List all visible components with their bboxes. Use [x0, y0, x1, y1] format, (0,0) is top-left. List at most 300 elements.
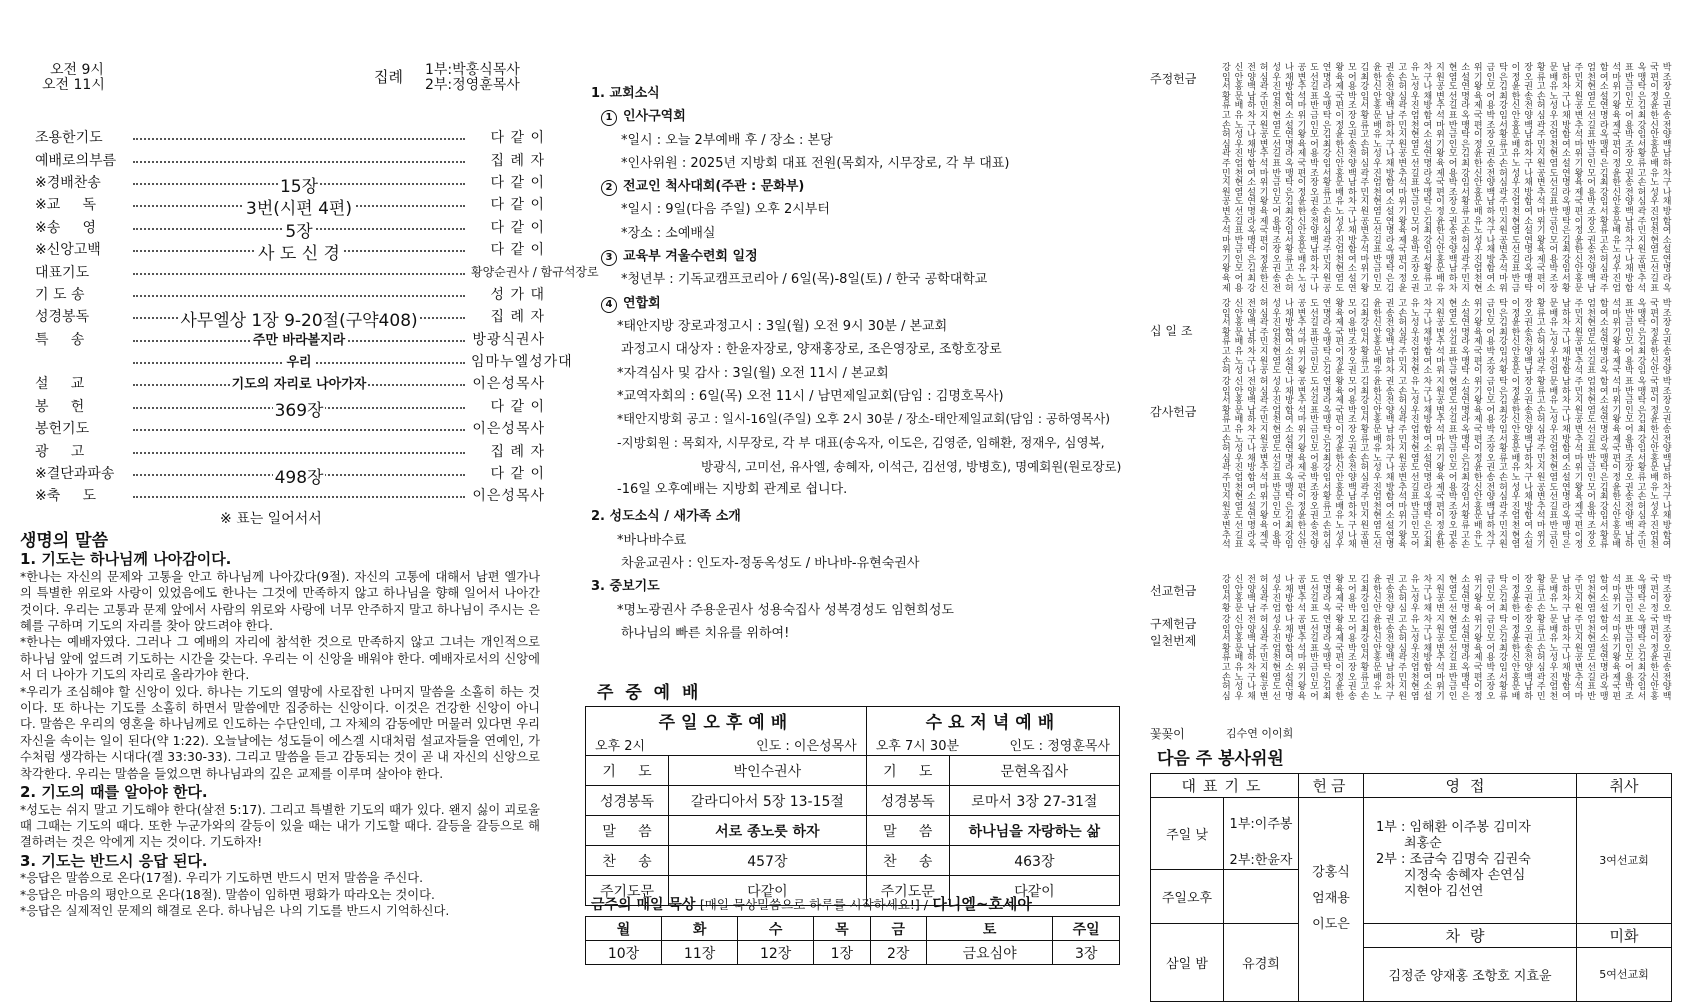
wednesday-time: 오후 7시 30분	[875, 739, 960, 754]
tithe-names-grid	[1222, 300, 1672, 375]
decorative-name-column: 옥 맹 탁 은 김 최 강 임 서	[1637, 615, 1647, 702]
decorative-name-column: 지 원 공 변	[1436, 575, 1445, 614]
offering-label: 선교헌금	[1150, 584, 1197, 598]
servers-title: 다음 주 봉사위원	[1157, 749, 1284, 769]
prayer-wednesday: 유경희	[1224, 923, 1299, 1001]
worship-order-label: 설 교	[35, 376, 85, 393]
decorative-name-column: 위 기 왕 육 제 국 편 이 정 윤 한 신 안 홍 문 배 유 노	[1473, 377, 1483, 551]
standing-note: ※ 표는 일어서서	[220, 511, 322, 527]
sermon-point-heading: 1. 기도는 하나님께 나아감이다.	[20, 550, 232, 569]
decorative-name-column: 탁 은 김 최	[1499, 575, 1508, 614]
decorative-name-column: 소 설 연 명 라 옥 맹 탁 은	[1461, 615, 1470, 702]
dotted-leader	[133, 138, 465, 140]
presider-2: 2부:정영훈목사	[425, 77, 520, 93]
wednesday-pm-info	[866, 734, 1119, 756]
decorative-name-column: 표 반 금 인 모 어 용 박 조 장 오 권 송 전 양 백 남 하	[1625, 377, 1634, 551]
decorative-name-column: 성 우 진 엄 천 현 염 도 선	[1272, 615, 1282, 702]
decorative-name-column: 성 우 진 엄 천 현 염 도 선 길 표 반 금 인 모 어 용 박 조 장 오 권 송 전	[1272, 63, 1282, 294]
decorative-name-column: 남 하 차 구 나 채 방 함 여 소 설 연 명 라 옥 맹 탁 은	[1562, 377, 1571, 551]
decorative-name-column: 신 안 홍 문	[1234, 575, 1244, 614]
decorative-name-column: 주 민 지 원	[1574, 575, 1584, 614]
worship-order-row	[35, 305, 545, 332]
prayer-second: 2부:한윤자	[1224, 848, 1299, 870]
worship-order-leader: 임마누엘성가대	[471, 354, 573, 371]
dotted-leader	[133, 199, 465, 220]
weekly-cell-wed: 문현옥집사	[949, 756, 1119, 786]
weekly-cell-sun: 457장	[669, 846, 867, 876]
header-beauty: 미화	[1577, 923, 1672, 947]
weekly-cell-label2: 말 씀	[866, 816, 949, 846]
decorative-name-column: 모 어 용 박 조 장 오 권	[1347, 299, 1357, 377]
notice-line: *교역자회의 : 6일(목) 오전 11시 / 남면제일교회(담임 : 김명호목사)	[617, 388, 1004, 404]
worship-order-leader: 황양순권사 / 함규석장로	[471, 265, 599, 280]
decorative-name-column: 국 편 이 정 윤 한 신 안 홍 문 배 유 노 성 우 진 엄 천 현 염 도 선 길 표	[1650, 63, 1659, 294]
decorative-name-column: 위 기 왕 육 제 국 편 이 정 윤 한 신 안 홍 문 배 유 노 성 우 진 엄 천 현	[1473, 63, 1483, 294]
daily-day: 주일	[1053, 917, 1120, 941]
decorative-name-column: 차 구 나 채 방 함 여 소 설	[1423, 615, 1433, 702]
weekly-cell-label: 찬 송	[586, 846, 669, 876]
daily-chapter: 10장	[586, 941, 662, 965]
decorative-name-column: 표 반 금 인 모 어 용 박	[1625, 299, 1634, 377]
daily-chapter: 1장	[814, 941, 870, 965]
decorative-name-column: 신 안 홍 문 배 유 노 성 우	[1234, 615, 1244, 702]
weekly-cell-label: 성경봉독	[586, 786, 669, 816]
header-offering: 헌금	[1299, 774, 1364, 798]
decorative-name-column: 엄 천 현 염 도 선 길 표 반 금 인 모 어 용 박 조 장 오 권 송 전 양 백 남	[1587, 63, 1596, 294]
decorative-name-column: 국 편 이 정	[1650, 575, 1659, 614]
decorative-name-column: 옥 맹 탁 은 김 최 강 임	[1637, 299, 1647, 377]
weekly-worship-title: 주 중 예 배	[597, 683, 702, 703]
decorative-name-column: 이 정 윤 한 신 안 홍 문	[1511, 299, 1521, 377]
decorative-name-column: 현 염 도 선 길 표 반 금 인	[1448, 615, 1458, 702]
worship-order-row	[35, 372, 545, 394]
decorative-name-column: 유 노 성 우 진 엄 천 현 염	[1410, 615, 1420, 702]
daily-meditation-table	[585, 916, 1120, 965]
offering-label: 십 일 조	[1150, 324, 1193, 338]
daily-day: 수	[738, 917, 814, 941]
notice-heading-2: 2. 성도소식 / 새가족 소개	[591, 509, 741, 525]
decorative-name-column: 도 선 길 표 반 금 인 모 어 용 박 조 장 오 권 송 전 양	[1310, 377, 1319, 551]
decorative-name-column: 연 명 라 옥 맹 탁 은 김	[1322, 299, 1332, 377]
decorative-name-column: 공 변 추 석	[1297, 575, 1307, 614]
decorative-name-column: 나 채 방 함 여 소 설 연	[1284, 299, 1294, 377]
dotted-leader	[133, 452, 465, 454]
decorative-name-column: 소 설 연 명 라 옥 맹 탁 은 김 최 강 임 서 황 류 고 손 허 심 곽 주 민 지	[1461, 63, 1470, 294]
decorative-name-column: 함 여 소 설 연 명 라 옥	[1599, 299, 1609, 377]
decorative-name-column: 현 염 도 선 길 표 반 금 인 모 어 용 박 조 장 오 권 송 전 양 백 남 하 차	[1448, 63, 1458, 294]
worship-order-row	[35, 439, 545, 461]
weekly-cell-label2: 성경봉독	[866, 786, 949, 816]
decorative-name-column: 탁 은 김 최 강 임 서 황	[1499, 299, 1508, 377]
decorative-name-column: 왕 육 제 국 편 이 정 윤 한 신 안 홍 문 배 유 노 성 우	[1335, 377, 1345, 551]
decorative-name-column: 장 오 권 송	[1524, 575, 1533, 614]
sermon-body	[20, 551, 540, 919]
notice-sub-1: 인사구역회	[623, 109, 686, 125]
circled-3-icon: 3	[601, 250, 617, 266]
decorative-name-column: 석 마 위 기 왕 육 제 국 편 이 정 윤 한 신 안 홍 문 배	[1612, 377, 1622, 551]
decorative-name-column: 문 배 유 노 성 우 진 엄 천	[1549, 615, 1559, 702]
decorative-name-column: 유 노 성 우 진 엄 천 현 염 도 선 길 표 반 금 인 모 어 용 박 조 장 오 권	[1410, 63, 1420, 294]
decorative-name-column: 장 오 권 송 전 양 백 남 하 차 구 나 채 방 함 여 소 설	[1524, 377, 1533, 551]
decorative-name-column: 허 심 곽 주	[1259, 575, 1269, 614]
decorative-name-column: 허 심 곽 주 민 지 원 공 변 추 석 마 위 기 왕 육 제 국	[1259, 377, 1269, 551]
worship-order-label: 봉 헌	[35, 398, 85, 415]
decorative-name-column: 탁 은 김 최 강 임 서 황 류 고 손 허 심 곽 주 민 지 원	[1499, 377, 1508, 551]
decorative-name-column: 연 명 라 옥 맹 탁 은 김 최 강 임 서 황 류 고 손 허 심 곽 주 민 지 원 공	[1322, 63, 1332, 294]
decorative-name-column: 주 민 지 원 공 변 추 석 마 위 기 왕 육 제 국 편 이 정 윤 한 신 안 홍 문	[1574, 63, 1584, 294]
worship-order-row	[35, 216, 545, 242]
decorative-name-column: 옥 맹 탁 은	[1637, 575, 1647, 614]
weekly-cell-label2: 찬 송	[866, 846, 949, 876]
worship-order-leader: 다 같 이	[490, 466, 545, 483]
decorative-name-column: 왕 육 제 국 편 이 정 윤	[1335, 299, 1345, 377]
decorative-name-column: 성 우 진 엄 천 현 염 도 선 길 표 반 금 인 모 어 용 박	[1272, 377, 1282, 551]
worship-order-leader: 다 같 이	[490, 174, 545, 191]
decorative-name-column: 현 염 도 선 길 표 반 금 인 모 어 용 박 조 장 오 권 송	[1448, 377, 1458, 551]
decorative-name-column: 권 송 전 양 백 남 하 차 구	[1385, 615, 1395, 702]
decorative-name-column: 도 선 길 표 반 금 인 모 어 용 박 조 장 오 권 송 전 양 백 남 하 차 구 나	[1310, 63, 1319, 294]
circled-4-icon: 4	[601, 297, 617, 313]
decorative-name-column: 성 우 진 엄	[1272, 575, 1282, 614]
notice-line: -16일 오후예배는 지방회 관계로 쉽니다.	[617, 482, 848, 498]
worship-order-leader: 이은성목사	[472, 376, 545, 393]
worship-order-label: ※신앙고백	[35, 242, 101, 259]
weekly-row	[586, 786, 1120, 816]
decorative-name-column: 석 마 위 기 왕 육 제 국 편 이 정 윤 한 신 안 홍 문 배 유 노 성 우 진 엄	[1612, 63, 1622, 294]
decorative-name-column: 지 원 공 변 추 석 마 위 기 왕 육 제 국 편 이 정 윤 한 신 안 홍 문 배 유	[1436, 63, 1445, 294]
weekly-cell-sun: 서로 종노릇 하자	[669, 816, 867, 846]
decorative-name-column: 고 손 허 심 곽 주 민 지 원	[1398, 615, 1408, 702]
sermon-paragraph: *한나는 예배자였다. 그러나 그 예배의 자리에 참석한 것으로 만족하지 않고 그녀는 개인적으로 하나님 앞에 엎드려 기도하는 시간을 갖는다. 우리는 이 신앙을 배워야 한다. 예배자로서의 신앙에서 더 나아가 기도의 자리로 올라가야 한다.	[20, 635, 540, 683]
decorative-name-column: 소 설 연 명 라 옥 맹 탁	[1461, 299, 1470, 377]
decorative-name-column: 엄 천 현 염	[1587, 575, 1596, 614]
decorative-name-column: 문 배 유 노 성 우 진 엄 천 현 염 도 선 길 표 반 금 인 모 어 용 박 조 장	[1549, 63, 1559, 294]
dotted-leader	[133, 400, 465, 421]
worship-order-content: 우리	[286, 355, 312, 371]
welcome-line: 최홍순	[1404, 836, 1442, 852]
church-notices	[591, 82, 1131, 645]
decorative-name-column: 윤 한 신 안 홍 문 배 유 노 성 우 진 엄 천 현 염 도 선 길 표 반 금 인 모	[1373, 63, 1382, 294]
offering-label: 감사헌금	[1150, 405, 1197, 419]
offering-label: 주정헌금	[1150, 72, 1197, 86]
decorative-name-column: 주 민 지 원 공 변 추 석 마	[1574, 615, 1584, 702]
decorative-name-column: 현 염 도 선 길 표 반 금	[1448, 299, 1458, 377]
weekly-row	[586, 756, 1120, 786]
decorative-name-column: 함 여 소 설 연 명 라 옥 맹	[1599, 615, 1609, 702]
sunday-pm-title: 주일오후예배	[586, 707, 867, 735]
decorative-name-column: 고 손 허 심	[1398, 575, 1408, 614]
decorative-name-column: 모 어 용 박 조 장 오 권 송 전 양 백 남 하 차 구 나 채 방 함 여 소 설 연	[1347, 63, 1357, 294]
decorative-name-column: 허 심 곽 주 민 지 원 공	[1259, 299, 1269, 377]
decorative-name-column: 유 노 성 우 진 엄 천 현 염 도 선 길 표 반 금 인 모 어	[1410, 377, 1420, 551]
decorative-name-column: 윤 한 신 안 홍 문 배 유 노	[1373, 615, 1382, 702]
daily-day: 금	[870, 917, 926, 941]
decorative-name-column: 고 손 허 심 곽 주 민 지 원 공 변 추 석 마 위 기 왕 육	[1398, 377, 1408, 551]
worship-order-row	[35, 328, 545, 350]
decorative-name-column: 남 하 차 구 나 채 방 함	[1562, 299, 1571, 377]
worship-order-content: 369장	[274, 400, 324, 421]
worship-order-label: 봉헌기도	[35, 421, 90, 438]
decorative-name-column: 위 기 왕 육 제 국 편 이	[1473, 299, 1483, 377]
worship-order-label: ※경배찬송	[35, 174, 101, 191]
dotted-leader	[133, 244, 465, 265]
decorative-name-column: 박 조 장 오 권 송 전 양 백 남 하 차 구 나 채 방 함 여	[1662, 377, 1672, 551]
daily-chapter: 11장	[662, 941, 738, 965]
weekly-cell-sun: 갈라디아서 5장 13-15절	[669, 786, 867, 816]
worship-order-leader: 다 같 이	[490, 242, 545, 259]
worship-order-leader: 다 같 이	[490, 398, 545, 415]
decorative-name-column: 함 여 소 설 연 명 라 옥 맹 탁 은 김 최 강 임 서 황 류 고 손 허 심 곽 주	[1599, 63, 1609, 294]
decorative-name-column: 강 임 서 황 류 고 손 허 심	[1222, 615, 1231, 702]
decorative-name-column: 강 임 서 황 류 고 손 허 심 곽 주 민 지 원 공 변 추 석	[1222, 377, 1231, 551]
weekly-cell-label2: 기 도	[866, 756, 949, 786]
decorative-name-column: 강 임 서 황	[1222, 575, 1231, 614]
decorative-name-column: 왕 육 제 국 편 이 정 윤 한 신 안 홍 문 배 유 노 성 우 진 엄 천 현 염 도	[1335, 63, 1345, 294]
decorative-name-column: 나 채 방 함 여 소 설 연 명 라 옥 맹 탁 은 김 최 강 임	[1284, 377, 1294, 551]
decorative-name-column: 표 반 금 인 모 어 용 박 조	[1625, 615, 1634, 702]
notice-line: *태안지방 장로과정고시 : 3일(월) 오전 9시 30분 / 본교회	[617, 318, 948, 334]
decorative-name-column: 김 최 강 임 서 황 류 고 손 허 심 곽 주 민 지 원 공 변 추 석 마 위 기 왕	[1360, 63, 1370, 294]
notice-line: 과정고시 대상자 : 한윤자장로, 양재홍장로, 조은영장로, 조항호장로	[621, 342, 1002, 358]
welcome-line: 지정숙 송혜자 손연심	[1404, 868, 1526, 884]
decorative-name-column: 신 안 홍 문 배 유 노 성	[1234, 299, 1244, 377]
dotted-leader	[133, 176, 465, 197]
worship-order-label: ※송 영	[35, 219, 97, 236]
decorative-name-column: 국 편 이 정 윤 한 신 안 홍	[1650, 615, 1659, 702]
decorative-name-column: 허 심 곽 주 민 지 원 공 변	[1259, 615, 1269, 702]
sermon-paragraph: *응답은 실제적인 문제의 해결로 온다. 하나님은 나의 기도를 반드시 기억하신다.	[20, 903, 450, 918]
worship-order-content: 주만 바라볼지라	[252, 332, 346, 348]
decorative-name-column: 석 마 위 기	[1612, 575, 1622, 614]
welcome-names	[1364, 798, 1577, 924]
decorative-name-column: 도 선 길 표 반 금 인 모	[1310, 299, 1319, 377]
notice-line: 방광식, 고미선, 유사엘, 송혜자, 이석근, 김선영, 방병호), 명예회원(원로장로)	[701, 458, 1122, 474]
notice-line: *일시 : 9일(다음 주일) 오후 2시부터	[621, 202, 830, 218]
flower-names: 김수연 이이희	[1226, 727, 1294, 740]
offering-names-grid	[1222, 64, 1672, 296]
decorative-name-column: 전 양 백 남 하 차 구 나	[1247, 299, 1256, 377]
decorative-name-column: 성 우 진 엄 천 현 염 도	[1272, 299, 1282, 377]
notice-line: *일시 : 오늘 2부예배 후 / 장소 : 본당	[621, 132, 833, 148]
decorative-name-column: 황 류 고 손 허 심 곽 주 민 지 원 공 변 추 석 마 위 기 왕 육 제 국 편 이	[1536, 63, 1546, 294]
decorative-name-column: 도 선 길 표	[1310, 575, 1319, 614]
weekly-cell-label: 말 씀	[586, 816, 669, 846]
decorative-name-column: 소 설 연 명 라 옥 맹 탁 은 김 최 강 임 서 황 류 고 손	[1461, 377, 1470, 551]
decorative-name-column: 차 구 나 채 방 함 여 소 설 연 명 라 옥 맹 탁 은 김 최 강 임 서 황 류 고	[1423, 63, 1433, 294]
decorative-name-column: 신 안 홍 문 배 유 노 성 우 진 엄 천 현 염 도 선 길 표	[1234, 377, 1244, 551]
decorative-name-column: 왕 육 제 국 편 이 정 윤 한	[1335, 615, 1345, 702]
notice-line: 하나님의 빠른 치유를 위하여!	[621, 625, 790, 641]
decorative-name-column: 윤 한 신 안 홍 문 배 유	[1373, 299, 1382, 377]
worship-order-row	[35, 126, 545, 148]
decorative-name-column: 김 최 강 임 서 황 류 고	[1360, 299, 1370, 377]
decorative-name-column: 장 오 권 송 전 양 백 남 하 차 구 나 채 방 함 여 소 설 연 명 라 옥 맹 탁	[1524, 63, 1533, 294]
decorative-name-column: 황 류 고 손 허 심 곽 주 민 지 원 공 변 추 석 마 위 기	[1536, 377, 1546, 551]
sermon-paragraph: *응답은 마음의 평안으로 온다(18절). 말씀이 임하면 평화가 따라오는 것이다.	[20, 887, 435, 902]
decorative-name-column: 권 송 전 양 백 남 하 차 구 나 채 방 함 여 소 설 연 명	[1385, 377, 1395, 551]
offering-names	[1299, 798, 1364, 1002]
worship-order-leader: 성 가 대	[490, 286, 545, 303]
worship-order-leader: 방광식권사	[472, 331, 545, 348]
daily-chapter: 2장	[870, 941, 926, 965]
time-11am: 오전 11시	[42, 77, 105, 93]
decorative-name-column: 차 구 나 채 방 함 여 소 설 연 명 라 옥 맹 탁 은 김 최	[1423, 377, 1433, 551]
notice-line: *장소 : 소예배실	[621, 225, 716, 241]
header-cook: 취사	[1577, 774, 1672, 798]
decorative-name-column: 나 채 방 함 여 소 설 연 명	[1284, 615, 1294, 702]
welcome-line: 지현아 김선연	[1404, 884, 1484, 900]
decorative-name-column: 문 배 유 노 성 우 진 엄	[1549, 299, 1559, 377]
decorative-name-column: 전 양 백 남 하 차 구 나 채	[1247, 615, 1256, 702]
sunday-time: 오후 2시	[595, 739, 646, 754]
worship-order-content: 기도의 자리로 나아가자	[231, 377, 367, 393]
time-9am: 오전 9시	[50, 62, 104, 78]
decorative-name-column: 금 인 모 어 용 박 조 장	[1486, 299, 1496, 377]
header-car: 차량	[1364, 923, 1577, 947]
notice-line: *명노광권사 주용운권사 성용숙집사 성복경성도 임현희성도	[617, 602, 954, 618]
header-welcome: 영접	[1364, 774, 1577, 798]
worship-order-content: 15장	[279, 176, 319, 197]
notice-line: *자격심사 및 감사 : 3일(월) 오전 11시 / 본교회	[617, 365, 889, 381]
worship-order-row	[35, 350, 573, 372]
decorative-name-column: 문 배 유 노	[1549, 575, 1559, 614]
worship-order-label: 대표기도	[35, 264, 90, 281]
decorative-name-column: 허 심 곽 주 민 지 원 공 변 추 석 마 위 기 왕 육 제 국 편 이 정 윤 한 신	[1259, 63, 1269, 294]
decorative-name-column: 강 임 서 황 류 고 손 허	[1222, 299, 1231, 377]
welcome-line: 1부 : 임해환 이주봉 김미자	[1376, 820, 1531, 836]
beauty-team: 5여선교회	[1577, 947, 1672, 1001]
decorative-name-column: 황 류 고 손 허 심 곽 주 민	[1536, 615, 1546, 702]
row-sunday-pm: 주일오후	[1151, 869, 1224, 923]
decorative-name-column: 옥 맹 탁 은 김 최 강 임 서 황 류 고 손 허 심 곽 주 민 지 원 공 변 추 석	[1637, 63, 1647, 294]
decorative-name-column: 남 하 차 구	[1562, 575, 1571, 614]
worship-order-leader: 다 같 이	[490, 130, 545, 147]
dotted-leader	[133, 161, 465, 163]
worship-order-row	[35, 283, 545, 305]
sermon-title: 생명의 말씀	[20, 531, 109, 551]
weekly-cell-label: 기 도	[586, 756, 669, 786]
decorative-name-column: 전 양 백 남 하 차 구 나 채 방 함 여 소 설 연 명 라 옥 맹 탁 은 김 최 강	[1247, 63, 1256, 294]
notice-line: *태안지방회 공고 : 일시-16일(주일) 오후 2시 30분 / 장소-태안제일교회(담임 : 공하영목사)	[617, 412, 1111, 427]
notice-sub-2: 전교인 척사대회(주관 : 문화부)	[623, 179, 805, 195]
dotted-leader	[133, 273, 465, 275]
decorative-name-column: 박 조 장 오 권 송 전 양	[1662, 299, 1672, 377]
worship-order-row	[35, 148, 545, 170]
weekly-cell-wed: 로마서 3장 27-31절	[949, 786, 1119, 816]
sermon-paragraph: *성도는 쉬지 말고 기도해야 한다(살전 5:17). 그리고 특별한 기도의 때가 있다. 왠지 싫이 괴로울 때 그때는 기도의 때다. 또한 누군가와의 갈등이 있을 때는 내가 기도할 때다. 갈등을 갈등으로 해결하려는 것은 악에게 지는 것이다. 기도하자!	[20, 802, 540, 850]
decorative-name-column: 윤 한 신 안	[1373, 575, 1382, 614]
decorative-name-column: 공 변 추 석 마 위 기 왕 육 제 국 편 이 정 윤 한 신 안	[1297, 377, 1307, 551]
weekly-cell-sun: 다같이	[669, 876, 867, 906]
decorative-name-column: 금 인 모 어 용 박 조 장 오 권 송 전 양 백 남 하 차 구 나 채 방 함 여 소	[1486, 63, 1496, 294]
decorative-name-column: 문 배 유 노 성 우 진 엄 천 현 염 도 선 길 표 반 금 인	[1549, 377, 1559, 551]
sermon-point-heading: 3. 기도는 반드시 응답 된다.	[20, 851, 208, 870]
decorative-name-column: 엄 천 현 염 도 선 길 표 반	[1587, 615, 1596, 702]
decorative-name-column: 황 류 고 손	[1536, 575, 1546, 614]
sunday-leader: 인도 : 이은성목사	[756, 739, 857, 754]
wednesday-leader: 인도 : 정영훈목사	[1009, 739, 1110, 754]
dotted-leader	[133, 429, 465, 431]
dotted-leader	[133, 355, 465, 371]
offering-name: 엄재용	[1312, 891, 1350, 907]
decorative-name-column: 김 최 강 임 서 황 류 고 손 허 심 곽 주 민 지 원 공 변	[1360, 377, 1370, 551]
presider-label: 집례	[374, 68, 403, 86]
decorative-name-column: 유 노 성 우	[1410, 575, 1420, 614]
decorative-name-column: 윤 한 신 안 홍 문 배 유 노 성 우 진 엄 천 현 염 도 선	[1373, 377, 1382, 551]
decorative-name-column: 엄 천 현 염 도 선 길 표	[1587, 299, 1596, 377]
worship-order-leader: 이은성목사	[472, 421, 545, 438]
decorative-name-column: 옥 맹 탁 은 김 최 강 임 서 황 류 고 손 허 심 곽 주 민	[1637, 377, 1647, 551]
decorative-name-column: 유 노 성 우 진 엄 천 현	[1410, 299, 1420, 377]
decorative-name-column: 이 정 윤 한 신 안 홍 문 배 유 노 성 우 진 엄 천 현 염	[1511, 377, 1521, 551]
decorative-name-column: 국 편 이 정 윤 한 신 안	[1650, 299, 1659, 377]
weekly-row	[586, 846, 1120, 876]
decorative-name-column: 공 변 추 석 마 위 기 왕 육 제 국 편 이 정 윤 한 신 안 홍 문 배 유 노 성	[1297, 63, 1307, 294]
daily-desc: [매일 묵상밀씀으로 하루를 시작하세요!] /	[699, 897, 928, 912]
offering-name: 강홍식	[1312, 865, 1350, 881]
worship-order-leader: 집 례 자	[490, 443, 545, 460]
daily-chapter: 금요심야	[926, 941, 1053, 965]
worship-order-label: 특 송	[35, 331, 85, 348]
header-prayer: 대표기도	[1151, 774, 1299, 798]
circled-2-icon: 2	[601, 180, 617, 196]
circled-1-icon: 1	[601, 110, 617, 126]
worship-order-label: ※교 독	[35, 197, 97, 214]
decorative-name-column: 박 조 장 오 권 송 전 양 백	[1662, 615, 1672, 702]
worship-order-label: 예배로의부름	[35, 152, 117, 169]
decorative-name-column: 지 원 공 변 추 석 마 위 기 왕 육 제 국 편 이 정 윤 한	[1436, 377, 1445, 551]
decorative-name-column: 함 여 소 설 연 명 라 옥 맹 탁 은 김 최 강 임 서 황 류	[1599, 377, 1609, 551]
notice-line: -지방회원 : 목회자, 시무장로, 각 부 대표(송옥자, 이도은, 김영준, 임해환, 정재우, 심영복,	[617, 435, 1105, 451]
weekly-cell-label: 주기도문	[586, 876, 669, 906]
dotted-leader	[133, 496, 465, 498]
decorative-name-column: 국 편 이 정 윤 한 신 안 홍 문 배 유 노 성 우 진 엄 천	[1650, 377, 1659, 551]
sunday-pm-info	[586, 734, 867, 756]
decorative-name-column: 모 어 용 박	[1347, 575, 1357, 614]
dotted-leader	[133, 377, 465, 393]
decorative-name-column: 공 변 추 석 마 위 기 왕	[1297, 299, 1307, 377]
decorative-name-column: 도 선 길 표 반 금 인 모 어	[1310, 615, 1319, 702]
decorative-name-column: 함 여 소 설	[1599, 575, 1609, 614]
worship-order-label: ※축 도	[35, 488, 97, 505]
decorative-name-column: 연 명 라 옥	[1322, 575, 1332, 614]
mission-names-grid	[1222, 575, 1672, 614]
decorative-name-column: 이 정 윤 한 신 안 홍 문 배 유 노 성 우 진 엄 천 현 염 도 선 길 표 반 금	[1511, 63, 1521, 294]
decorative-name-column: 강 임 서 황 류 고 손 허 심 곽 주 민 지 원 공 변 추 석 마 위 기 왕 육 제	[1222, 63, 1231, 294]
daily-book: 다니엘~호세아	[932, 895, 1032, 913]
decorative-name-column: 남 하 차 구 나 채 방 함 여 소 설 연 명 라 옥 맹 탁 은 김 최 강 임 서 황	[1562, 63, 1571, 294]
daily-day: 토	[926, 917, 1053, 941]
decorative-name-column: 금 인 모 어	[1486, 575, 1496, 614]
worship-order-leader: 집 례 자	[490, 309, 545, 326]
worship-order-label: 기 도 송	[35, 286, 85, 303]
notice-heading-1: 1. 교회소식	[591, 86, 660, 101]
decorative-name-column: 연 명 라 옥 맹 탁 은 김 최 강 임 서 황 류 고 손 허 심	[1322, 377, 1332, 551]
worship-order-content: 사무엘상 1장 9-20절(구약408)	[180, 311, 418, 332]
worship-order-leader: 다 같 이	[490, 197, 545, 214]
decorative-name-column: 전 양 백 남 하 차 구 나 채 방 함 여 소 설 연 명 라 옥	[1247, 377, 1256, 551]
decorative-name-column: 위 기 왕 육	[1473, 575, 1483, 614]
decorative-name-column: 금 인 모 어 용 박 조 장 오 권 송 전 양 백 남 하 차 구	[1486, 377, 1496, 551]
dotted-leader	[133, 332, 465, 348]
worship-order-label: 조용한기도	[35, 130, 103, 147]
decorative-name-column: 박 조 장 오	[1662, 575, 1672, 614]
weekly-cell-wed: 하나님을 자랑하는 삶	[949, 816, 1119, 846]
decorative-name-column: 탁 은 김 최 강 임 서 황 류	[1499, 615, 1508, 702]
notice-line: 차윤교권사 : 인도자-정동옥성도 / 바나바-유현숙권사	[621, 555, 920, 571]
car-team: 김정준 양재홍 조항호 지효윤	[1364, 947, 1577, 1001]
decorative-name-column: 모 어 용 박 조 장 오 권 송 전 양 백 남 하 차 구 나 채	[1347, 377, 1357, 551]
